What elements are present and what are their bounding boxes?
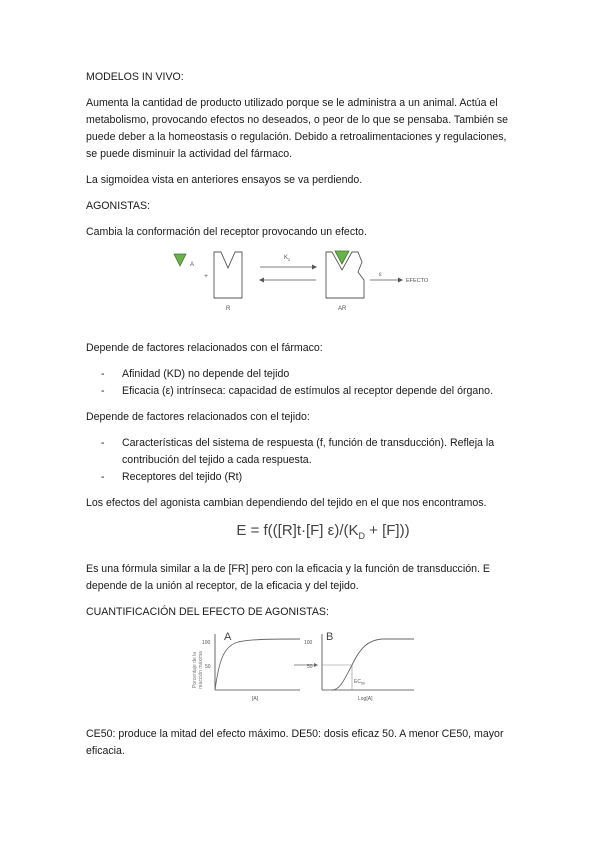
- receptor-binding-figure: [86, 250, 510, 330]
- list-item: - Eficacia (ε) intrínseca: capacidad de estímulos al receptor depende del órgano.: [86, 383, 510, 400]
- tick-100-b: 100: [304, 640, 313, 646]
- label-k: $K_2$: [284, 255, 291, 262]
- paragraph-efectos-agonista: Los efectos del agonista cambian dependiendo del tejido en el que nos encontramos.: [86, 497, 487, 509]
- dose-response-graphs: [182, 630, 418, 710]
- dose-response-figure: [86, 630, 510, 712]
- label-epsilon: ε: [379, 272, 382, 278]
- list-item: - Receptores del tejido (Rt): [86, 469, 510, 486]
- forward-arrow-head: [312, 265, 317, 270]
- heading-cuantificacion: CUANTIFICACIÓN DEL EFECTO DE AGONISTAS:: [86, 606, 329, 618]
- receptor-diagram: [166, 250, 446, 328]
- panel-b-label: B: [326, 631, 334, 643]
- arrow-50-head: [314, 663, 318, 667]
- label-a: A: [190, 262, 195, 268]
- ylabel-line1: Porcentaje de la: [192, 651, 198, 689]
- paragraph-modelos: Aumenta la cantidad de producto utilizado porque se le administra a un animal. Actúa el metabolismo, provocando efectos no deseados, o peor de lo que se pensaba. También se puede deber a la homeostasis o regulación. Debido a retroalimentaciones y regulaciones, se puede disminuir la actividad del fármaco.: [86, 97, 509, 160]
- tick-50-a: 50: [205, 664, 211, 670]
- reverse-arrow-head: [259, 278, 264, 283]
- agonist-triangle-icon: [174, 254, 186, 266]
- heading-modelos-in-vivo: MODELOS IN VIVO:: [86, 71, 184, 83]
- label-r: R: [226, 306, 231, 312]
- receptor-r-shape: [214, 252, 242, 298]
- label-plus: +: [204, 273, 209, 280]
- list-factores-tejido: [86, 435, 510, 486]
- document-page: [86, 69, 510, 769]
- list-factores-farmaco: [86, 366, 510, 400]
- sigmoid-curve: [332, 639, 414, 690]
- formula-efecto: [86, 522, 510, 545]
- paragraph-factores-tejido: Depende de factores relacionados con el tejido:: [86, 411, 310, 423]
- paragraph-sigmoidea: La sigmoidea vista en anteriores ensayos se va perdiendo.: [86, 174, 363, 186]
- paragraph-formula-explicacion: Es una fórmula similar a la de [FR] pero con la eficacia y la función de transducción. E depende de la unión al receptor, de la eficacia y del tejido.: [86, 563, 490, 592]
- list-item: - Características del sistema de respuesta (f, función de transducción). Refleja la contribución del tejido a cada respuesta.: [86, 435, 510, 469]
- formula-prefix: E = f(([R]t·[F] ε)/(K: [236, 522, 359, 539]
- label-ar: AR: [338, 306, 347, 312]
- tick-50-b: 50: [307, 664, 313, 670]
- ec50-label: $EC_{50}$: [354, 679, 365, 686]
- heading-agonistas: AGONISTAS:: [86, 200, 150, 212]
- paragraph-ce50: CE50: produce la mitad del efecto máximo. DE50: dosis eficaz 50. A menor CE50, mayor eficacia.: [86, 728, 504, 757]
- panel-a-label: A: [224, 631, 232, 643]
- formula-suffix: + [F])): [365, 522, 410, 539]
- hyperbolic-curve: [215, 639, 300, 690]
- effect-arrow-head: [398, 278, 403, 283]
- list-item: - Afinidad (KD) no depende del tejido: [86, 366, 510, 383]
- formula-sub: D: [358, 531, 365, 541]
- ylabel-line2: reacción máxima: [198, 651, 204, 689]
- xlabel-b: Log[A]: [358, 696, 373, 702]
- paragraph-conformacion: Cambia la conformación del receptor provocando un efecto.: [86, 226, 367, 238]
- xlabel-a: [A]: [252, 696, 259, 702]
- paragraph-factores-farmaco: Depende de factores relacionados con el fármaco:: [86, 342, 323, 354]
- tick-100-a: 100: [202, 640, 211, 646]
- label-efecto: EFECTO: [406, 278, 429, 284]
